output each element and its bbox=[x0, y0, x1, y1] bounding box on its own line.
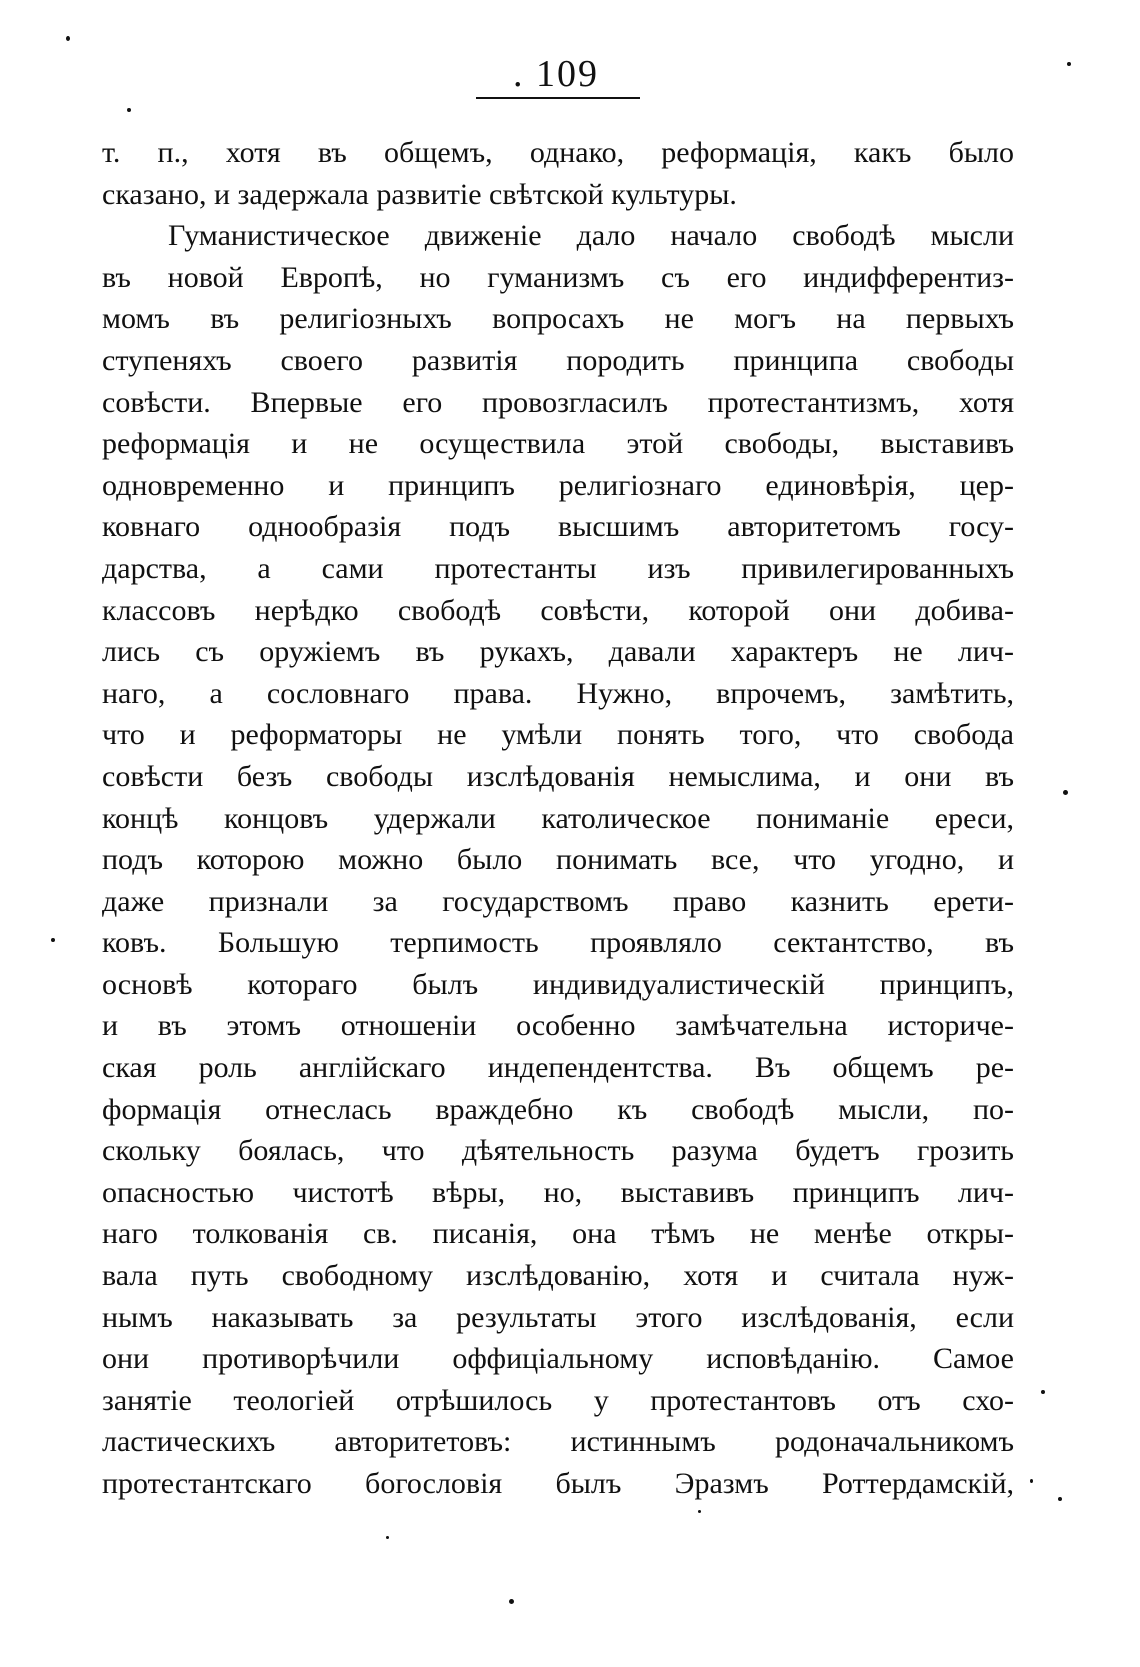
text-line: т. п., хотя въ общемъ, однако, реформація, какъ было bbox=[102, 136, 1014, 169]
text-line: концѣ концовъ удержали католическое пониманіе ереси, bbox=[102, 801, 1014, 835]
scan-speck bbox=[509, 1599, 514, 1604]
text-line: наго толкованія св. писанія, она тѣмъ не менѣе откры- bbox=[102, 1217, 1014, 1251]
scan-speck bbox=[1063, 790, 1068, 795]
text-line: ковнаго однообразія подъ высшимъ авторитетомъ госу- bbox=[102, 510, 1014, 544]
scan-speck bbox=[51, 938, 55, 942]
scan-speck bbox=[698, 1510, 701, 1513]
text-line: въ новой Европѣ, но гуманизмъ съ его индифферентиз- bbox=[102, 260, 1014, 294]
text-line: реформація и не осуществила этой свободы, выставивъ bbox=[102, 427, 1014, 461]
text-line: что и реформаторы не умѣли понять того, что свобода bbox=[102, 718, 1014, 752]
text-line: момъ въ религіозныхъ вопросахъ не могъ на первыхъ bbox=[102, 302, 1014, 336]
text-line: скольку боялась, что дѣятельность разума будетъ грозить bbox=[102, 1134, 1014, 1168]
text-line: вала путь свободному изслѣдованію, хотя и считала нуж- bbox=[102, 1259, 1014, 1293]
text-line: сказано, и задержала развитіе свѣтской культуры. bbox=[102, 177, 737, 211]
text-line: дарства, а сами протестанты изъ привилегированныхъ bbox=[102, 551, 1014, 585]
text-line: наго, а сословнаго права. Нужно, впрочемъ, замѣтить, bbox=[102, 676, 1014, 710]
text-line: классовъ нерѣдко свободѣ совѣсти, которой они добива- bbox=[102, 593, 1014, 627]
text-line: Гуманистическое движеніе дало начало свободѣ мысли bbox=[168, 219, 1014, 253]
text-line: подъ которою можно было понимать все, что угодно, и bbox=[102, 843, 1014, 877]
text-line: одновременно и принципъ религіознаго единовѣрія, цер- bbox=[102, 468, 1014, 502]
scan-speck bbox=[127, 108, 131, 112]
text-line: ступеняхъ своего развитія породить принципа свободы bbox=[102, 343, 1014, 377]
text-line: нымъ наказывать за результаты этого изслѣдованія, если bbox=[102, 1300, 1014, 1334]
scan-speck bbox=[66, 36, 70, 41]
text-line: протестантскаго богословія былъ Эразмъ Роттердамскій, bbox=[102, 1467, 1014, 1500]
page-number: . 109 bbox=[513, 53, 599, 95]
body-text bbox=[102, 132, 1014, 1505]
text-line: совѣсти безъ свободы изслѣдованія немыслима, и они въ bbox=[102, 759, 1014, 793]
text-line: даже признали за государствомъ право казнить ерети- bbox=[102, 884, 1014, 918]
text-line: совѣсти. Впервые его провозгласилъ протестантизмъ, хотя bbox=[102, 385, 1014, 419]
text-line: лись съ оружіемъ въ рукахъ, давали характеръ не лич- bbox=[102, 635, 1014, 669]
scan-speck bbox=[1058, 1497, 1062, 1501]
scan-speck bbox=[1041, 1390, 1045, 1394]
text-line: и въ этомъ отношеніи особенно замѣчательна историче- bbox=[102, 1009, 1014, 1043]
scan-speck bbox=[1067, 62, 1071, 66]
text-line: ская роль англійскаго индепендентства. Въ общемъ ре- bbox=[102, 1051, 1014, 1085]
page-number-rule bbox=[476, 97, 640, 99]
text-line: ковъ. Большую терпимость проявляло сектантство, въ bbox=[102, 926, 1014, 960]
scan-speck bbox=[386, 1536, 389, 1539]
text-line: занятіе теологіей отрѣшилось у протестантовъ отъ схо- bbox=[102, 1383, 1014, 1417]
text-line: основѣ котораго былъ индивидуалистическій принципъ, bbox=[102, 967, 1014, 1001]
text-line: опасностью чистотѣ вѣры, но, выставивъ принципъ лич- bbox=[102, 1175, 1014, 1209]
text-line: формація отнеслась враждебно къ свободѣ мысли, по- bbox=[102, 1092, 1014, 1126]
text-line: они противорѣчили оффиціальному исповѣданію. Самое bbox=[102, 1342, 1014, 1376]
text-line: ластическихъ авторитетовъ: истиннымъ родоначальникомъ bbox=[102, 1425, 1014, 1459]
scan-speck bbox=[1030, 1479, 1033, 1483]
